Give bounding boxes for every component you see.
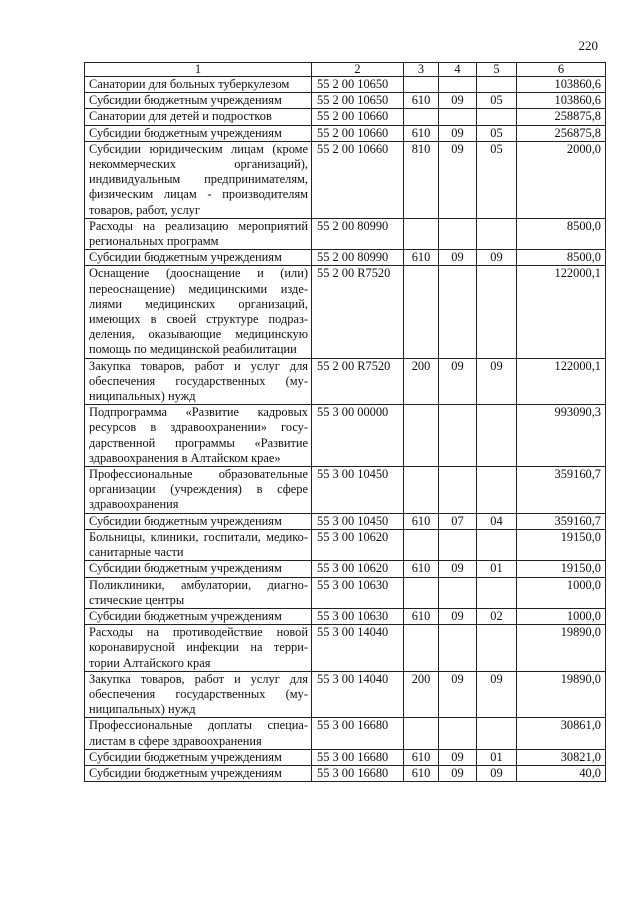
item-name-cell: Субсидии бюджетным учреждениям xyxy=(85,125,312,141)
expense-type-cell: 610 xyxy=(404,513,439,529)
amount-cell: 19890,0 xyxy=(517,671,606,718)
section-cell xyxy=(439,577,477,608)
section-cell: 09 xyxy=(439,749,477,765)
section-cell xyxy=(439,77,477,93)
amount-cell: 2000,0 xyxy=(517,141,606,218)
expense-type-cell: 610 xyxy=(404,765,439,781)
section-cell xyxy=(439,529,477,560)
section-cell xyxy=(439,109,477,125)
amount-cell: 30821,0 xyxy=(517,749,606,765)
table-row xyxy=(85,250,606,266)
target-article-cell: 55 2 00 10650 xyxy=(312,77,404,93)
amount-cell: 19890,0 xyxy=(517,625,606,672)
target-article-cell: 55 2 00 10660 xyxy=(312,109,404,125)
subsection-cell xyxy=(477,77,517,93)
target-article-cell: 55 3 00 10450 xyxy=(312,467,404,514)
amount-cell: 19150,0 xyxy=(517,561,606,577)
item-name-cell: Подпрограмма «Развитие кадровых ресурсов в здравоохранении» государственной программы «Развитие здравоохранения в Алтайском крае» xyxy=(85,405,312,467)
subsection-cell: 01 xyxy=(477,561,517,577)
target-article-cell: 55 2 00 10660 xyxy=(312,125,404,141)
column-header: 5 xyxy=(477,63,517,77)
table-row xyxy=(85,718,606,749)
expense-type-cell: 610 xyxy=(404,125,439,141)
section-cell: 09 xyxy=(439,561,477,577)
subsection-cell xyxy=(477,577,517,608)
target-article-cell: 55 2 00 R7520 xyxy=(312,266,404,358)
target-article-cell: 55 3 00 16680 xyxy=(312,718,404,749)
target-article-cell: 55 3 00 14040 xyxy=(312,671,404,718)
subsection-cell xyxy=(477,718,517,749)
item-name-cell: Больницы, клиники, госпитали, медико-санитарные части xyxy=(85,529,312,560)
table-row xyxy=(85,93,606,109)
item-name-cell: Субсидии бюджетным учреждениям xyxy=(85,765,312,781)
expense-type-cell: 810 xyxy=(404,141,439,218)
target-article-cell: 55 3 00 10450 xyxy=(312,513,404,529)
target-article-cell: 55 3 00 16680 xyxy=(312,749,404,765)
subsection-cell xyxy=(477,218,517,249)
expense-type-cell xyxy=(404,467,439,514)
expense-type-cell xyxy=(404,405,439,467)
section-cell: 09 xyxy=(439,125,477,141)
column-header: 2 xyxy=(312,63,404,77)
column-number-row xyxy=(85,63,606,77)
section-cell: 09 xyxy=(439,358,477,405)
amount-cell: 359160,7 xyxy=(517,513,606,529)
section-cell xyxy=(439,218,477,249)
item-name-cell: Субсидии бюджетным учреждениям xyxy=(85,608,312,624)
section-cell: 09 xyxy=(439,141,477,218)
section-cell xyxy=(439,405,477,467)
target-article-cell: 55 3 00 10620 xyxy=(312,561,404,577)
item-name-cell: Закупка товаров, работ и услуг для обеспечения государственных (муниципальных) нужд xyxy=(85,358,312,405)
amount-cell: 1000,0 xyxy=(517,577,606,608)
amount-cell: 103860,6 xyxy=(517,93,606,109)
table-row xyxy=(85,671,606,718)
amount-cell: 19150,0 xyxy=(517,529,606,560)
table-row xyxy=(85,405,606,467)
subsection-cell xyxy=(477,467,517,514)
expense-type-cell: 610 xyxy=(404,749,439,765)
target-article-cell: 55 2 00 10650 xyxy=(312,93,404,109)
subsection-cell xyxy=(477,625,517,672)
item-name-cell: Субсидии бюджетным учреждениям xyxy=(85,250,312,266)
table-row xyxy=(85,77,606,93)
item-name-cell: Профессиональные доплаты специалистам в сфере здравоохранения xyxy=(85,718,312,749)
page-number: 220 xyxy=(578,38,598,53)
table-row xyxy=(85,513,606,529)
column-header: 6 xyxy=(517,63,606,77)
expense-type-cell xyxy=(404,218,439,249)
expense-type-cell: 610 xyxy=(404,250,439,266)
amount-cell: 359160,7 xyxy=(517,467,606,514)
section-cell: 09 xyxy=(439,608,477,624)
table-row xyxy=(85,141,606,218)
table-row xyxy=(85,625,606,672)
subsection-cell: 01 xyxy=(477,749,517,765)
amount-cell: 258875,8 xyxy=(517,109,606,125)
subsection-cell: 09 xyxy=(477,358,517,405)
table-row xyxy=(85,467,606,514)
table-row xyxy=(85,125,606,141)
table-row xyxy=(85,218,606,249)
target-article-cell: 55 3 00 16680 xyxy=(312,765,404,781)
item-name-cell: Санатории для больных туберкулезом xyxy=(85,77,312,93)
expense-type-cell xyxy=(404,718,439,749)
expense-type-cell xyxy=(404,266,439,358)
target-article-cell: 55 3 00 10630 xyxy=(312,608,404,624)
expense-type-cell xyxy=(404,109,439,125)
subsection-cell: 05 xyxy=(477,141,517,218)
amount-cell: 122000,1 xyxy=(517,266,606,358)
expense-type-cell: 610 xyxy=(404,608,439,624)
expense-type-cell xyxy=(404,529,439,560)
table-row xyxy=(85,561,606,577)
subsection-cell: 09 xyxy=(477,765,517,781)
item-name-cell: Закупка товаров, работ и услуг для обеспечения государственных (муниципальных) нужд xyxy=(85,671,312,718)
amount-cell: 256875,8 xyxy=(517,125,606,141)
section-cell xyxy=(439,467,477,514)
subsection-cell: 05 xyxy=(477,125,517,141)
target-article-cell: 55 3 00 14040 xyxy=(312,625,404,672)
target-article-cell: 55 2 00 80990 xyxy=(312,218,404,249)
expense-type-cell: 200 xyxy=(404,358,439,405)
expense-type-cell: 200 xyxy=(404,671,439,718)
table-row xyxy=(85,358,606,405)
amount-cell: 8500,0 xyxy=(517,218,606,249)
expense-type-cell: 610 xyxy=(404,561,439,577)
subsection-cell: 04 xyxy=(477,513,517,529)
target-article-cell: 55 2 00 10660 xyxy=(312,141,404,218)
item-name-cell: Расходы на реализацию мероприятий региональных программ xyxy=(85,218,312,249)
expense-type-cell xyxy=(404,577,439,608)
subsection-cell xyxy=(477,405,517,467)
item-name-cell: Санатории для детей и подростков xyxy=(85,109,312,125)
item-name-cell: Субсидии бюджетным учреждениям xyxy=(85,749,312,765)
table-row xyxy=(85,608,606,624)
budget-table xyxy=(84,62,606,782)
amount-cell: 993090,3 xyxy=(517,405,606,467)
section-cell xyxy=(439,625,477,672)
amount-cell: 40,0 xyxy=(517,765,606,781)
item-name-cell: Субсидии юридическим лицам (кроме некоммерческих организаций), индивидуальным предпринимателям, физическим лицам - производителям товаров, работ, услуг xyxy=(85,141,312,218)
expense-type-cell xyxy=(404,77,439,93)
subsection-cell: 09 xyxy=(477,671,517,718)
section-cell: 09 xyxy=(439,671,477,718)
expense-type-cell: 610 xyxy=(404,93,439,109)
subsection-cell xyxy=(477,109,517,125)
target-article-cell: 55 2 00 80990 xyxy=(312,250,404,266)
subsection-cell xyxy=(477,529,517,560)
table-body xyxy=(85,77,606,782)
section-cell: 07 xyxy=(439,513,477,529)
target-article-cell: 55 2 00 R7520 xyxy=(312,358,404,405)
column-header: 4 xyxy=(439,63,477,77)
item-name-cell: Расходы на противодействие новой коронавирусной инфекции на территории Алтайского края xyxy=(85,625,312,672)
amount-cell: 30861,0 xyxy=(517,718,606,749)
item-name-cell: Субсидии бюджетным учреждениям xyxy=(85,513,312,529)
amount-cell: 103860,6 xyxy=(517,77,606,93)
amount-cell: 122000,1 xyxy=(517,358,606,405)
section-cell: 09 xyxy=(439,250,477,266)
section-cell: 09 xyxy=(439,93,477,109)
section-cell xyxy=(439,266,477,358)
subsection-cell: 09 xyxy=(477,250,517,266)
column-header: 1 xyxy=(85,63,312,77)
target-article-cell: 55 3 00 10630 xyxy=(312,577,404,608)
table-row xyxy=(85,266,606,358)
amount-cell: 8500,0 xyxy=(517,250,606,266)
subsection-cell xyxy=(477,266,517,358)
item-name-cell: Профессиональные образовательные организации (учреждения) в сфере здравоохранения xyxy=(85,467,312,514)
column-header: 3 xyxy=(404,63,439,77)
expense-type-cell xyxy=(404,625,439,672)
table-row xyxy=(85,749,606,765)
target-article-cell: 55 3 00 10620 xyxy=(312,529,404,560)
subsection-cell: 02 xyxy=(477,608,517,624)
table-row xyxy=(85,577,606,608)
table-row xyxy=(85,765,606,781)
section-cell xyxy=(439,718,477,749)
item-name-cell: Оснащение (дооснащение и (или) переоснащение) медицинскими изделиями медицинских организаций, имеющих в своей структуре подразделения, оказывающие медицинскую помощь по медицинской реабилитации xyxy=(85,266,312,358)
table-row xyxy=(85,529,606,560)
section-cell: 09 xyxy=(439,765,477,781)
amount-cell: 1000,0 xyxy=(517,608,606,624)
target-article-cell: 55 3 00 00000 xyxy=(312,405,404,467)
subsection-cell: 05 xyxy=(477,93,517,109)
item-name-cell: Субсидии бюджетным учреждениям xyxy=(85,93,312,109)
item-name-cell: Поликлиники, амбулатории, диагностические центры xyxy=(85,577,312,608)
table-row xyxy=(85,109,606,125)
item-name-cell: Субсидии бюджетным учреждениям xyxy=(85,561,312,577)
